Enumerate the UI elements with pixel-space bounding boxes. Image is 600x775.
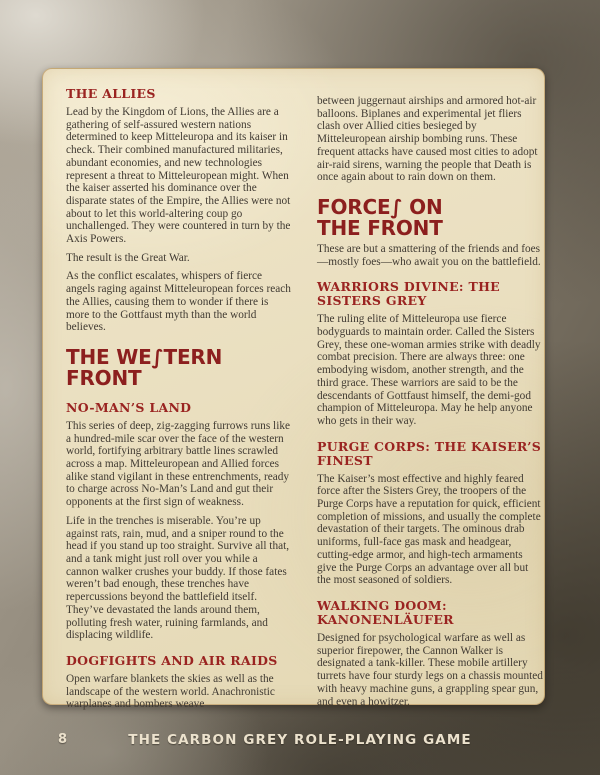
section-heading-warriors-divine: WARRIORS DIVINE: THE SISTERS GREY (317, 279, 501, 309)
heading-line: THE FRONT (317, 215, 443, 240)
chapter-heading-forces-on-the-front (317, 194, 544, 240)
forces-intro-paragraph: These are but a smattering of the friends and foes—mostly foes—who await you on the battlefield. (317, 242, 541, 268)
no-mans-land-paragraph: This series of deep, zig-zagging furrows runs like a hundred-mile scar over the face of the western world, fortifying arbitrary battle lines scrawled across a map. Mitteleuropean and Allied forces alike stand vigilant in these entrenchments, ready to charge across No-Man’s Land and gut their opponents at the first sign of weakness. (66, 419, 290, 509)
allies-paragraph: Lead by the Kingdom of Lions, the Allies are a gathering of self-assured western nations determined to keep Mitteleuropa and its kaiser in check. Their combined manufactured militaries, abundant economies, and new technologies represent a threat to Mitteleuropean might. When the kaiser asserted his dominance over the disparate states of the Empire, the Allies were not about to let this world-altering coup go unchallenged. They were countered in turn by the Axis Powers. (66, 106, 291, 246)
section-heading-walking-doom: WALKING DOOM: KANONENLÄUFER (317, 597, 454, 627)
dogfights-paragraph: Open warfare blankets the skies as well as the landscape of the western world. Anachronistic warplanes and bombers weave (66, 672, 275, 711)
purge-corps-paragraph: The Kaiser’s most effective and highly feared force after the Sisters Grey, the troopers of the Purge Corps have a reputation for quick, efficient completion of missions, and usually the complete devastation of their targets. The ominous drab uniforms, full-face gas mask and headgear, cutting-edge armor, and high-tech armaments give the Purge Corps an advantage over all but the most seasoned of soldiers. (317, 472, 541, 587)
allies-paragraph: The result is the Great War. (66, 251, 190, 264)
chapter-heading-western-front: THE WE∫TERN FRONT (66, 344, 223, 390)
page-footer (0, 730, 600, 754)
section-heading-purge-corps: PURGE CORPS: THE KAISER’S FINEST (317, 438, 542, 468)
page-columns (66, 86, 543, 711)
walking-doom-paragraph: Designed for psychological warfare as well as superior firepower, the Cannon Walker is designated a tank-killer. These mobile artillery turrets have four sturdy legs on a chassis mounted with heavy machine guns, a grappling spear gun, and even a howitzer. (317, 631, 543, 708)
dogfights-paragraph-continued: between juggernaut airships and armored hot-air balloons. Biplanes and experimental jet fliers clash over Allied cities besieged by Mitteleuropean airship bombing runs. These frequent attacks have caused most cities to adopt air-raid sirens, warning the people that Death is once again about to rain down on them. (317, 95, 538, 184)
left-column (66, 86, 293, 711)
allies-paragraph: As the conflict escalates, whispers of fierce angels raging against Mitteleuropean forces reach the Allies, causing them to wonder if there is more to the Gottfaust myth than the world believes. (66, 270, 291, 334)
right-column (317, 87, 544, 708)
warriors-divine-paragraph: The ruling elite of Mitteleuropa use fierce bodyguards to maintain order. Called the Sisters Grey, these one-woman armies strike with deadly combat precision. There are always three: one embodying wisdom, another strength, and the third grace. These warriors are said to be the descendants of Gottfaust himself, the demi-god champion of Mitteleuropa. May he help anyone who gets in their way. (317, 313, 541, 427)
book-title: THE CARBON GREY ROLE-PLAYING GAME (128, 732, 472, 748)
section-heading-dogfights: DOGFIGHTS AND AIR RAIDS (66, 652, 278, 668)
section-heading-no-mans-land: NO-MAN’S LAND (66, 399, 192, 415)
book-page-paper (42, 68, 545, 711)
heading-line: FORCE∫ ON (317, 194, 443, 219)
page-number: 8 (58, 732, 68, 747)
section-heading-the-allies: THE ALLIES (66, 86, 156, 101)
no-mans-land-paragraph: Life in the trenches is miserable. You’re up against rats, rain, mud, and a sniper round to the head if you stand up too straight. Survive all that, and a tank might just roll over you while a cannon walker crushes your buddy. If those fates weren’t bad enough, these trenches have repercussions beyond the battlefield itself. They’ve devastated the lands around them, polluting fresh water, ruining farmlands, and displacing wildlife. (66, 514, 290, 642)
